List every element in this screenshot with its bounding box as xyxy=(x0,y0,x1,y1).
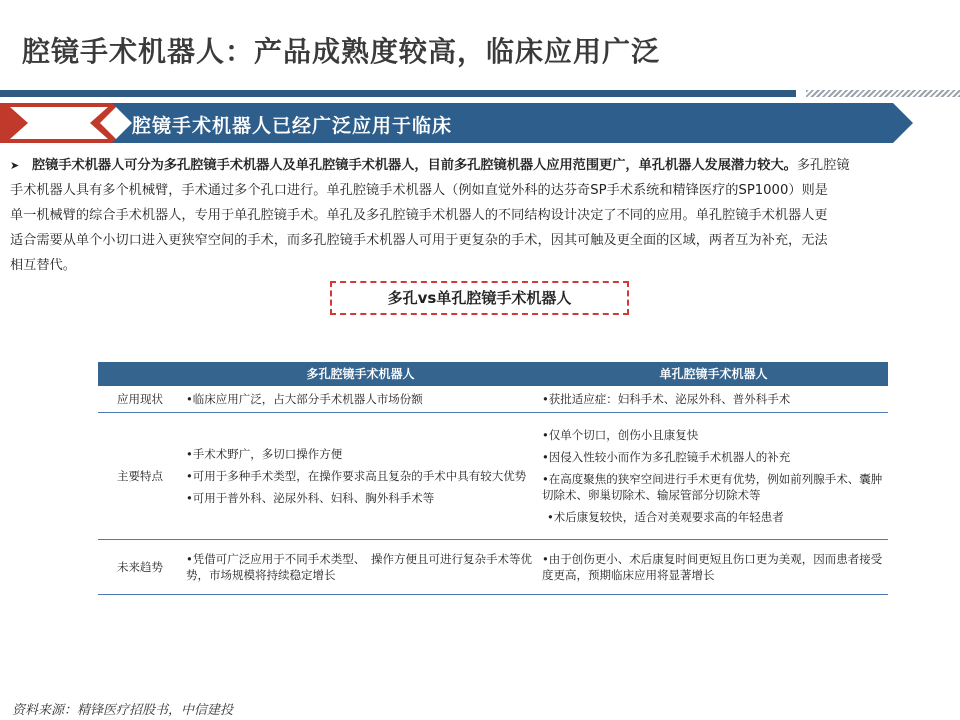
intro-line-1 xyxy=(10,153,952,178)
intro-text: 多孔腔镜 xyxy=(796,158,850,173)
cell-item: •仅单个切口，创伤小且康复快 xyxy=(542,428,699,442)
cell-item: •可用于普外科、泌尿外科、妇科、胸外科手术等 xyxy=(186,491,435,505)
multi-port-cell xyxy=(182,413,539,539)
cell-item: •可用于多种手术类型，在操作要求高且复杂的手术中具有较大优势 xyxy=(186,469,527,483)
cell-item: •因侵入性较小而作为多孔腔镜手术机器人的补充 xyxy=(542,450,791,464)
multi-port-cell xyxy=(182,386,539,412)
title-underline-hatched xyxy=(806,90,960,97)
cell-item: •在高度聚焦的狭窄空间进行手术更有优势，例如前列腺手术、囊肿切除术、卵巢切除术、输尿管部分切除术等 xyxy=(542,472,883,502)
intro-line-2: 手术机器人具有多个机械臂，手术通过多个孔口进行。单孔腔镜手术机器人（例如直觉外科的达芬奇SP手术系统和精锋医疗的SP1000）则是 xyxy=(10,183,828,198)
source-note: 资料来源：精锋医疗招股书，中信建投 xyxy=(12,703,234,718)
intro-lead: 腔镜手术机器人可分为多孔腔镜手术机器人及单孔腔镜手术机器人，目前多孔腔镜机器人应用范围更广，单孔机器人发展潜力较大。 xyxy=(32,158,797,173)
header-multi-port: 多孔腔镜手术机器人 xyxy=(306,367,415,381)
row-label: 应用现状 xyxy=(117,392,163,406)
section-banner xyxy=(0,103,960,143)
arrow-bullet-icon: ➤ xyxy=(10,159,20,172)
title-underline xyxy=(0,90,796,97)
table-row xyxy=(98,386,888,413)
comparison-table xyxy=(98,362,888,595)
banner-title: 腔镜手术机器人已经广泛应用于临床 xyxy=(132,115,453,137)
cell-item: •由于创伤更小、术后康复时间更短且伤口更为美观，因而患者接受度更高，预期临床应用将显著增长 xyxy=(542,552,883,582)
table-row xyxy=(98,413,888,540)
header-single-port: 单孔腔镜手术机器人 xyxy=(659,367,768,381)
cell-item: •术后康复较快，适合对美观要求高的年轻患者 xyxy=(547,510,784,524)
header-blank xyxy=(98,362,182,386)
single-port-cell xyxy=(539,386,888,412)
table-header xyxy=(98,362,888,386)
cell-item: •手术术野广，多切口操作方便 xyxy=(186,447,343,461)
single-port-cell xyxy=(539,413,888,539)
slide-title: 腔镜手术机器人：产品成熟度较高，临床应用广泛 xyxy=(22,35,661,68)
multi-port-cell xyxy=(182,540,539,594)
row-label: 未来趋势 xyxy=(117,560,163,574)
cell-item: •凭借可广泛应用于不同手术类型、 操作方便且可进行复杂手术等优势，市场规模将持续稳定增长 xyxy=(186,552,533,582)
intro-paragraph xyxy=(10,153,952,278)
table-row xyxy=(98,540,888,595)
intro-line-3: 单一机械臂的综合手术机器人，专用于单孔腔镜手术。单孔及多孔腔镜手术机器人的不同结构设计决定了不同的应用。单孔腔镜手术机器人更 xyxy=(10,208,828,223)
intro-line-5: 相互替代。 xyxy=(10,258,76,273)
single-port-cell xyxy=(539,540,888,594)
intro-line-4: 适合需要从单个小切口进入更狭窄空间的手术，而多孔腔镜手术机器人可用于更复杂的手术，因其可触及更全面的区域，两者互为补充，无法 xyxy=(10,233,828,248)
cell-item: •获批适应症：妇科手术、泌尿外科、普外科手术 xyxy=(542,392,791,406)
row-label: 主要特点 xyxy=(117,469,163,483)
comparison-title: 多孔vs单孔腔镜手术机器人 xyxy=(330,281,629,315)
cell-item: •临床应用广泛，占大部分手术机器人市场份额 xyxy=(186,392,423,406)
